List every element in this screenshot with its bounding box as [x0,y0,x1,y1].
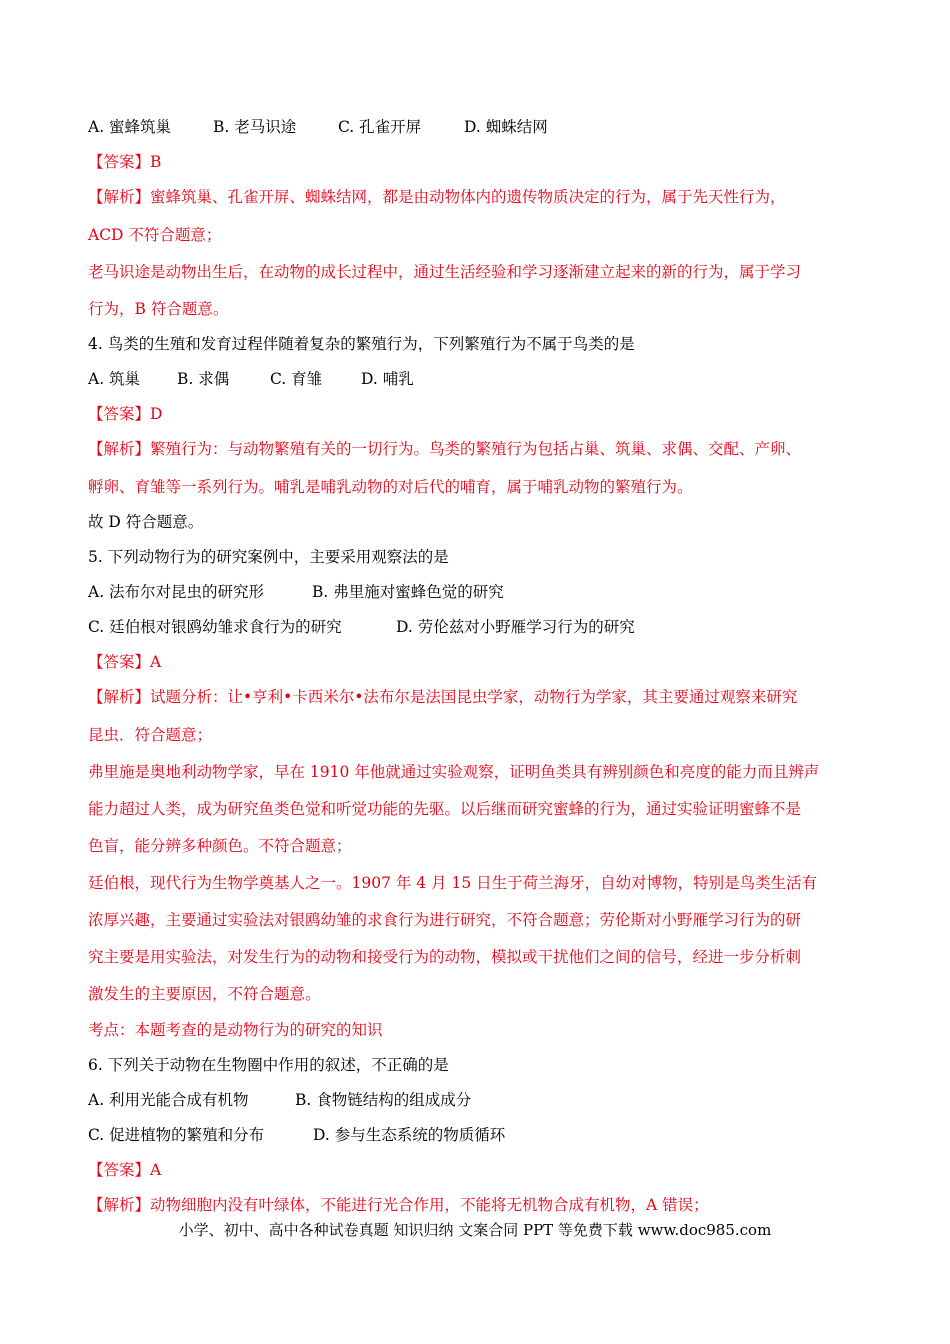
q5-analysis-line: 弗里施是奥地利动物学家，早在 1910 年他就通过实验观察，证明鱼类具有辨别颜色和亮度的能力而且辨声 [88,763,820,781]
q5-options-row [88,616,635,638]
q4-analysis-line: 孵卵、育雏等一系列行为。哺乳是哺乳动物的对后代的哺育，属于哺乳动物的繁殖行为。 [88,478,693,496]
q3-option-c: C. 孔雀开屏 [338,118,422,136]
q3-analysis-line: 老马识途是动物出生后，在动物的成长过程中，通过生活经验和学习逐渐建立起来的新的行为，属于学习 [88,263,802,281]
q4-option-c: C. 育雏 [270,370,323,388]
q4-analysis-line: 【解析】繁殖行为：与动物繁殖有关的一切行为。鸟类的繁殖行为包括占巢、筑巢、求偶、交配、产卵、 [88,440,802,458]
q5-analysis-line: 浓厚兴趣，主要通过实验法对银鸥幼雏的求食行为进行研究，不符合题意；劳伦斯对小野雁学习行为的研 [88,911,802,929]
q5-analysis-line: 【解析】试题分析：让•亨利•卡西米尔•法布尔是法国昆虫学家，动物行为学家，其主要通过观察来研究 [88,688,798,706]
q4-option-b: B. 求偶 [177,370,230,388]
q3-option-b: B. 老马识途 [213,118,297,136]
q3-analysis-line: ACD 不符合题意； [88,226,222,244]
q3-option-d: D. 蜘蛛结网 [464,118,548,136]
q5-analysis-line: 廷伯根，现代行为生物学奠基人之一。1907 年 4 月 15 日生于荷兰海牙，自幼对博物，特别是鸟类生活有 [88,874,818,892]
q5-answer: 【答案】A [88,653,162,671]
q5-analysis-line: 色盲，能分辨多种颜色。不符合题意； [88,837,352,855]
q5-option-d: D. 劳伦兹对小野雁学习行为的研究 [396,618,635,636]
q6-analysis-line: 【解析】动物细胞内没有叶绿体，不能进行光合作用，不能将无机物合成有机物，A 错误； [88,1196,709,1214]
q6-answer: 【答案】A [88,1161,162,1179]
q4-option-a: A. 筑巢 [88,370,141,388]
page-footer: 小学、初中、高中各种试卷真题 知识归纳 文案合同 PPT 等免费下载 www.doc985.com [178,1221,772,1239]
q3-analysis-line: 【解析】蜜蜂筑巢、孔雀开屏、蜘蛛结网，都是由动物体内的遗传物质决定的行为，属于先天性行为， [88,188,786,206]
q4-option-d: D. 哺乳 [361,370,414,388]
q5-stem: 5. 下列动物行为的研究案例中，主要采用观察法的是 [88,548,449,566]
q3-answer: 【答案】B [88,153,162,171]
q5-analysis-line: 昆虫．符合题意； [88,726,213,744]
q5-key-point: 考点：本题考查的是动物行为的研究的知识 [88,1021,383,1039]
q5-analysis-line: 究主要是用实验法，对发生行为的动物和接受行为的动物，模拟或干扰他们之间的信号，经进一步分析刺 [88,948,802,966]
q6-option-b: B. 食物链结构的组成成分 [295,1091,472,1109]
q5-analysis-line: 能力超过人类，成为研究鱼类色觉和听觉功能的先驱。以后继而研究蜜蜂的行为，通过实验证明蜜蜂不是 [88,800,802,818]
q5-option-b: B. 弗里施对蜜蜂色觉的研究 [312,583,504,601]
q6-options-row [88,1089,471,1111]
q3-analysis-line: 行为，B 符合题意。 [88,300,229,318]
q5-options-row [88,581,504,603]
q6-option-c: C. 促进植物的繁殖和分布 [88,1126,265,1144]
q3-option-a: A. 蜜蜂筑巢 [88,118,172,136]
q5-analysis-line: 激发生的主要原因，不符合题意。 [88,985,321,1003]
q6-stem: 6. 下列关于动物在生物圈中作用的叙述，不正确的是 [88,1056,449,1074]
q5-option-c: C. 廷伯根对银鸥幼雏求食行为的研究 [88,618,342,636]
q3-options [88,116,548,138]
q6-option-a: A. 利用光能合成有机物 [88,1091,249,1109]
q6-option-d: D. 参与生态系统的物质循环 [313,1126,506,1144]
q4-stem: 4. 鸟类的生殖和发育过程伴随着复杂的繁殖行为，下列繁殖行为不属于鸟类的是 [88,335,635,353]
q4-options [88,368,414,390]
q6-options-row [88,1124,505,1146]
q4-answer: 【答案】D [88,405,163,423]
q5-option-a: A. 法布尔对昆虫的研究形 [88,583,265,601]
q4-analysis-line: 故 D 符合题意。 [88,513,204,531]
